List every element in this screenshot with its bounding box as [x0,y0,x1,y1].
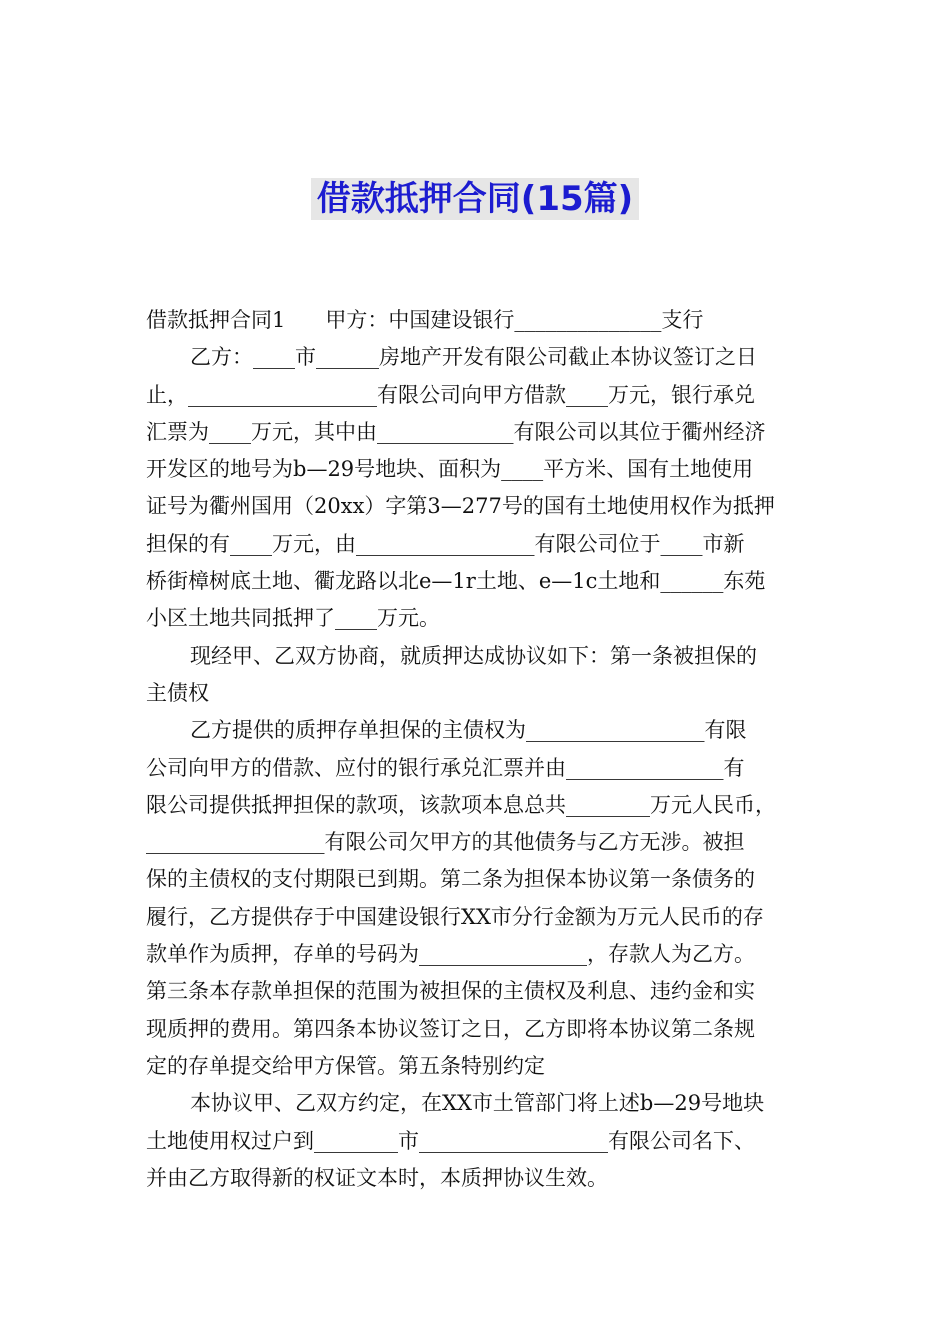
line-text: 现质押的费用。第四条本协议签订之日，乙方即将本协议第二条规 [146,1016,755,1041]
line-text: 限公司提供抵押担保的款项，该款项本息总共________万元人民币， [146,792,776,817]
line-text: 桥街樟树底土地、衢龙路以北e—1r土地、e—1c土地和______东苑 [146,569,766,594]
line-text: 现经甲、乙双方协商，就质押达成协议如下：第一条被担保的 [190,643,757,668]
line-text: 保的主债权的支付期限已到期。第二条为担保本协议第一条债务的 [146,867,755,892]
line-text: 担保的有____万元，由_________________有限公司位于____市新 [146,531,745,556]
line-text: 履行，乙方提供存于中国建设银行XX市分行金额为万元人民币的存 [146,904,764,929]
text-line [146,414,812,451]
line-text: 汇票为____万元，其中由_____________有限公司以其位于衢州经济 [146,419,766,444]
text-line [146,712,812,749]
line-text: 本协议甲、乙双方约定，在XX市土管部门将上述b—29号地块 [190,1091,765,1116]
text-line [146,787,812,824]
line-text: 第三条本存款单担保的范围为被担保的主债权及利息、违约金和实 [146,979,755,1004]
line-text: 定的存单提交给甲方保管。第五条特别约定 [146,1053,545,1078]
text-line [146,1011,812,1048]
line-text: 土地使用权过户到________市__________________有限公司名下、 [146,1128,755,1153]
text-line [146,750,812,787]
line-text: 证号为衢州国用（20xx）字第3—277号的国有土地使用权作为抵押 [146,494,775,519]
text-line [146,973,812,1010]
line-text: 借款抵押合同1 [146,308,286,332]
line-text: 小区土地共同抵押了____万元。 [146,606,440,631]
text-line [146,1048,812,1085]
text-line [146,861,812,898]
line-text: 公司向甲方的借款、应付的银行承兑汇票并由_______________有 [146,755,745,780]
text-line [146,1085,812,1122]
document-body [146,302,812,1197]
text-line [146,451,812,488]
text-line [146,600,812,637]
document-title: 借款抵押合同(15篇) [311,178,639,220]
text-line [146,1123,812,1160]
text-line [146,1160,812,1197]
text-line [146,488,812,525]
line-text: 乙方：____市______房地产开发有限公司截止本协议签订之日 [190,345,757,370]
text-line [146,302,812,339]
text-line [146,899,812,936]
text-line [146,377,812,414]
text-line [146,526,812,563]
line-text: 乙方提供的质押存单担保的主债权为_________________有限 [190,718,747,743]
line-text-continued: 甲方：中国建设银行______________支行 [325,308,704,332]
line-text: 止，__________________有限公司向甲方借款____万元，银行承兑 [146,382,755,407]
line-text: _________________有限公司欠甲方的其他债务与乙方无涉。被担 [146,830,745,855]
line-text: 开发区的地号为b—29号地块、面积为____平方米、国有土地使用 [146,457,754,482]
text-line [146,638,812,675]
text-line [146,563,812,600]
text-line [146,339,812,376]
text-line [146,936,812,973]
line-text: 并由乙方取得新的权证文本时，本质押协议生效。 [146,1165,608,1190]
text-line [146,675,812,712]
title-container [0,178,950,220]
line-text: 款单作为质押，存单的号码为________________，存款人为乙方。 [146,942,755,967]
line-text: 主债权 [146,680,209,705]
text-line [146,824,812,861]
